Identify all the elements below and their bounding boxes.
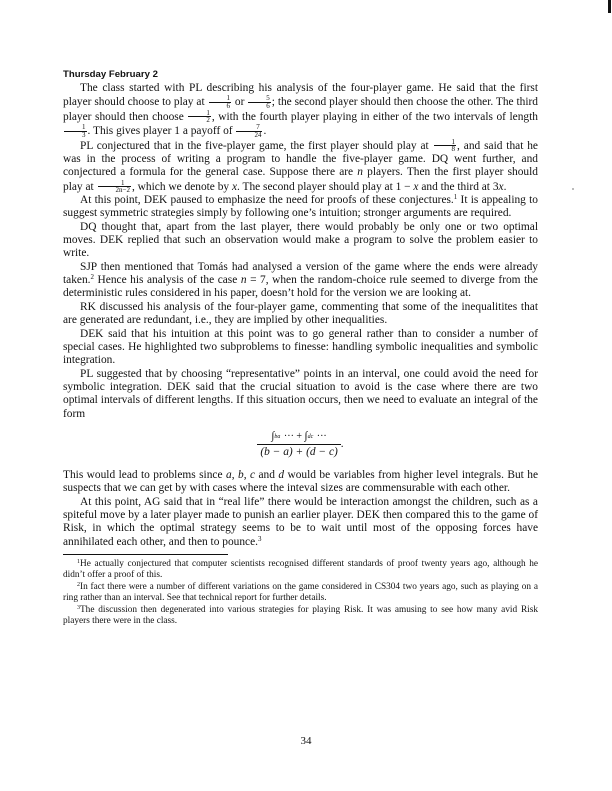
paragraph-5: SJP then mentioned that Tomás had analysed a version of the game where the ends were already taken.$^2$ Hence his analysis of the case n = 7, when the random-choice rule seemed to diverge from the deterministic rules considered in his paper, doesn’t hold for the version we are looking at. <box>63 260 538 300</box>
footnote-3: $^3$The discussion then degenerated into various strategies for playing Risk. It was amusing to see how many avid Risk players there were in the class. <box>63 604 538 626</box>
page-body <box>63 69 538 627</box>
footnote-2: $^2$In fact there were a number of different variations on the game considered in CS304 two years ago, such as playing on a ring rather than an interval. See that technical report for further details. <box>63 581 538 604</box>
formula-denominator: (b − a) + (d − c) <box>260 445 338 458</box>
footnote-ref-1[interactable]: 1 <box>453 193 458 202</box>
fraction: $\frac{1}{8}$ <box>434 139 457 153</box>
integral-fraction <box>257 430 340 459</box>
paragraph-10: At this point, AG said that in “real life” there would be interaction amongst the children, such as a spiteful move by a later player made to punish an earlier player. DEK then compared this to the game of Risk, in which the optimal strategy seems to be to wait until most of the opposing forces have annihilated each other, and then to pounce.$^3$ <box>63 495 538 548</box>
integral-sign-icon: ∫ <box>271 429 275 442</box>
paragraph-8: PL suggested that by choosing “representative” points in an interval, one could avoid the need for symbolic integration. DEK said that the crucial situation to avoid is the case where there are two optimal intervals of different lengths. If this situation occurs, then we need to evaluate an integral of the form <box>63 367 538 420</box>
scan-corner-mark <box>608 0 611 13</box>
paragraph-4: DQ thought that, apart from the last player, there would probably be only one or two optimal moves. DEK replied that such an observation would make a program to solve the problem easier to write. <box>63 220 538 260</box>
fraction: $\frac{1}{3}$ <box>64 124 87 138</box>
display-formula: $\frac{\int ba \cdot\cdot\cdot + \int dc \cdot\cdot\cdot}{(b - a) + (d - c)}$ . <box>63 430 538 459</box>
scan-speck <box>572 188 574 190</box>
paragraph-3: At this point, DEK paused to emphasize the need for proofs of these conjectures.$^1$ It is appealing to suggest symmetric strategies simply by following one’s intuition; stronger arguments are required. <box>63 193 538 220</box>
paragraph-6: RK discussed his analysis of the four-player game, commenting that some of the inequalitites that are generated are redundant, i.e., they are implied by other inequalities. <box>63 300 538 327</box>
paragraph-1: The class started with PL describing his analysis of the four-player game. He said that the first player should choose to play at $\frac{1}{6}$ or $\frac{5}{6}$ ; the second player should then choose the other. The third player should then choose $\frac{1}{2}$ , with the fourth player playing in either of the two intervals of length $\frac{1}{3}$ . This gives player 1 a payoff of $\frac{7}{24}$ . <box>63 82 538 139</box>
footnote-ref-3[interactable]: 3 <box>258 534 262 543</box>
fraction: $\frac{1}{6}$ <box>209 95 232 109</box>
fraction: $\frac{5}{6}$ <box>248 95 271 109</box>
fraction: $\frac{1}{2}$ <box>188 110 211 124</box>
paragraph-9: This would lead to problems since a, b, c and d would be variables from higher level integrals. But he suspects that we can get by with cases where the inteval sizes are commensurable with each other. <box>63 468 538 495</box>
integral-sign-icon: ∫ <box>304 429 308 442</box>
paragraph-2: PL conjectured that in the five-player game, the first player should play at $\frac{1}{8}$ , and said that he was in the process of writing a program to handle the five-player game. DQ went further, and conjectured a formula for the general case. Suppose there are n players. Then the first player should play at $\frac{1}{2n-2}$ , which we denote by x. The second player should play at 1 − x and the third at 3x. <box>63 137 538 195</box>
formula-numerator: ∫ba ··· + ∫dc ··· <box>257 430 340 445</box>
paragraph-7: DEK said that his intuition at this point was to go general rather than to consider a number of special cases. He highlighted two subproblems to finesse: handling symbolic inequalities and symbolic integration. <box>63 327 538 367</box>
fraction: $\frac{1}{2n-2}$ <box>98 180 131 194</box>
footnote-1: $^1$He actually conjectured that computer scientists recognised different standards of proof twenty years ago, although he didn’t offer a proof of this. <box>63 558 538 581</box>
footnote-ref-2[interactable]: 2 <box>90 273 95 282</box>
section-heading: Thursday February 2 <box>63 69 158 80</box>
fraction: $\frac{7}{24}$ <box>236 124 262 138</box>
page-number: 34 <box>300 735 312 747</box>
footnote-divider <box>63 554 228 555</box>
